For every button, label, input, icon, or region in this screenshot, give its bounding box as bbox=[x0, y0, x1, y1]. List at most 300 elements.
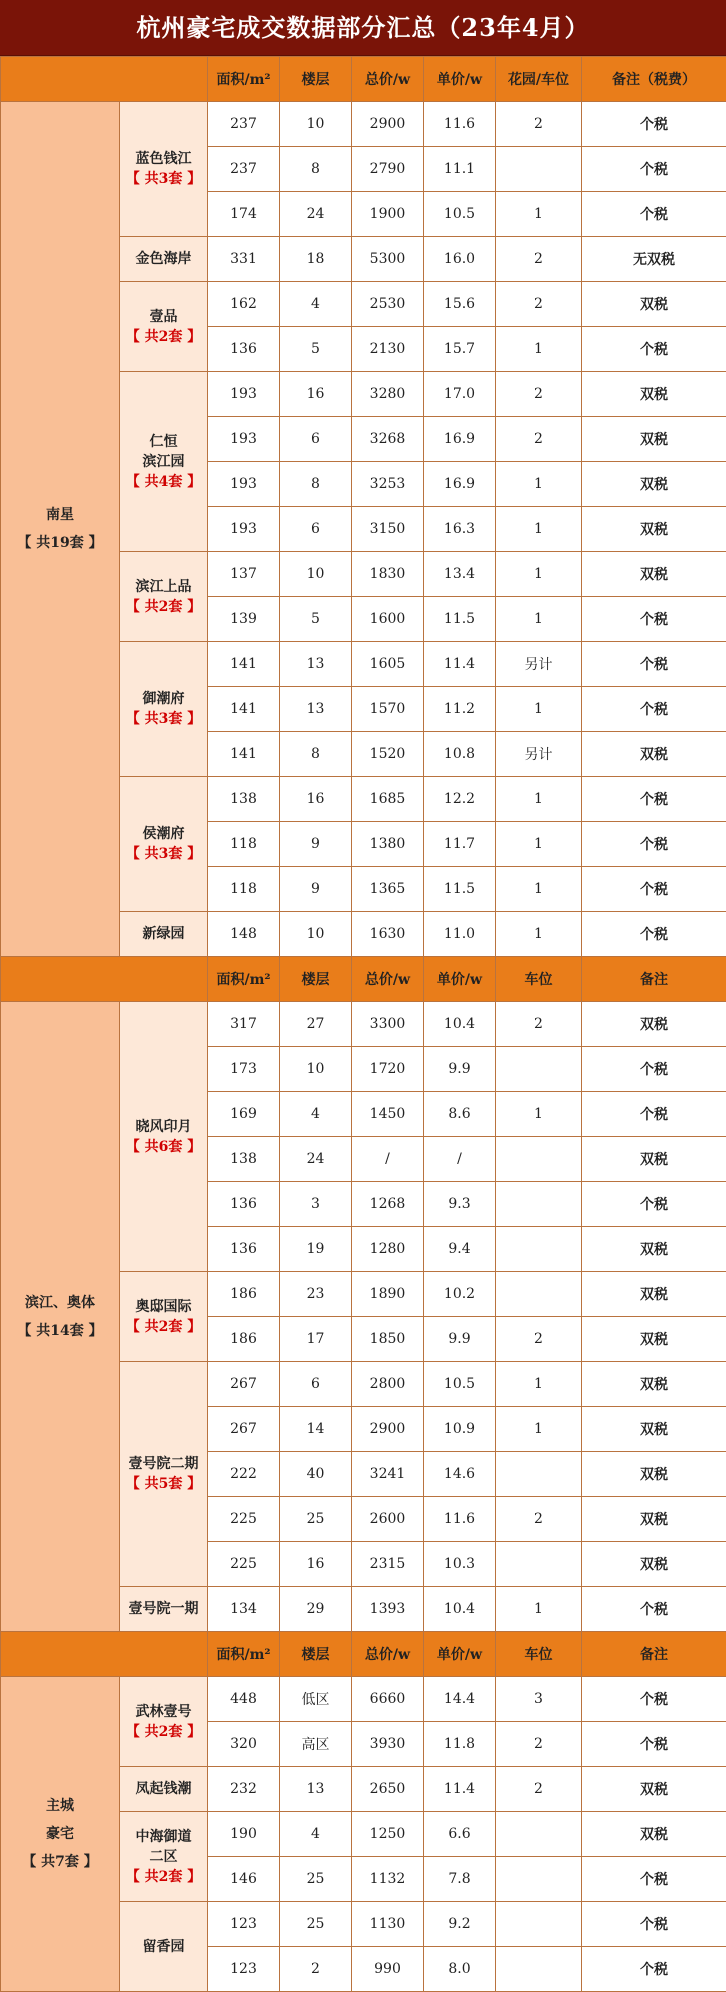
floor-cell: 25 bbox=[280, 1902, 352, 1947]
total-price-cell: 990 bbox=[352, 1947, 424, 1992]
parking-cell bbox=[496, 1812, 582, 1857]
note-cell: 双税 bbox=[582, 1317, 726, 1362]
column-header-floor: 楼层 bbox=[280, 1632, 352, 1677]
note-cell: 双税 bbox=[582, 1497, 726, 1542]
column-header-note: 备注（税费） bbox=[582, 57, 726, 102]
note-cell: 双税 bbox=[582, 462, 726, 507]
project-name: 奥邸国际 bbox=[136, 1299, 192, 1315]
area-cell: 267 bbox=[208, 1362, 280, 1407]
floor-cell: 24 bbox=[280, 192, 352, 237]
note-cell: 个税 bbox=[582, 1677, 726, 1722]
table-row bbox=[1, 102, 726, 147]
note-cell: 个税 bbox=[582, 777, 726, 822]
total-price-cell: 2650 bbox=[352, 1767, 424, 1812]
total-price-cell: 2600 bbox=[352, 1497, 424, 1542]
floor-cell: 4 bbox=[280, 1812, 352, 1857]
column-header-parking: 车位 bbox=[496, 957, 582, 1002]
total-price-cell: 3268 bbox=[352, 417, 424, 462]
unit-price-cell: 14.6 bbox=[424, 1452, 496, 1497]
unit-price-cell: 11.4 bbox=[424, 1767, 496, 1812]
parking-cell: 1 bbox=[496, 552, 582, 597]
project-name: 凤起钱潮 bbox=[136, 1781, 192, 1797]
project-count: 【 共2套 】 bbox=[126, 1319, 202, 1335]
area-cell: 190 bbox=[208, 1812, 280, 1857]
section-header-row bbox=[1, 57, 726, 102]
unit-price-cell: 12.2 bbox=[424, 777, 496, 822]
project-count: 【 共2套 】 bbox=[126, 1869, 202, 1885]
parking-cell: 1 bbox=[496, 1362, 582, 1407]
area-cell: 186 bbox=[208, 1317, 280, 1362]
note-cell: 个税 bbox=[582, 1047, 726, 1092]
region-label: 南星 bbox=[46, 507, 74, 523]
total-price-cell: 1268 bbox=[352, 1182, 424, 1227]
unit-price-cell: 15.6 bbox=[424, 282, 496, 327]
column-header-area: 面积/m² bbox=[208, 957, 280, 1002]
note-cell: 个税 bbox=[582, 822, 726, 867]
total-price-cell: 1450 bbox=[352, 1092, 424, 1137]
project-cell bbox=[120, 372, 208, 552]
note-cell: 双税 bbox=[582, 1137, 726, 1182]
total-price-cell: 2130 bbox=[352, 327, 424, 372]
total-price-cell: 1365 bbox=[352, 867, 424, 912]
area-cell: 141 bbox=[208, 687, 280, 732]
parking-cell bbox=[496, 1137, 582, 1182]
total-price-cell: 2790 bbox=[352, 147, 424, 192]
unit-price-cell: 10.4 bbox=[424, 1587, 496, 1632]
unit-price-cell: 7.8 bbox=[424, 1857, 496, 1902]
area-cell: 193 bbox=[208, 507, 280, 552]
note-cell: 个税 bbox=[582, 147, 726, 192]
project-count: 【 共2套 】 bbox=[126, 1724, 202, 1740]
note-cell: 个税 bbox=[582, 1902, 726, 1947]
unit-price-cell: 9.3 bbox=[424, 1182, 496, 1227]
floor-cell: 13 bbox=[280, 687, 352, 732]
unit-price-cell: 10.2 bbox=[424, 1272, 496, 1317]
parking-cell: 1 bbox=[496, 462, 582, 507]
floor-cell: 10 bbox=[280, 912, 352, 957]
total-price-cell: 1520 bbox=[352, 732, 424, 777]
floor-cell: 24 bbox=[280, 1137, 352, 1182]
floor-cell: 10 bbox=[280, 552, 352, 597]
floor-cell: 5 bbox=[280, 327, 352, 372]
project-count: 【 共2套 】 bbox=[126, 329, 202, 345]
total-price-cell: 3280 bbox=[352, 372, 424, 417]
unit-price-cell: 9.2 bbox=[424, 1902, 496, 1947]
total-price-cell: 1130 bbox=[352, 1902, 424, 1947]
unit-price-cell: 16.0 bbox=[424, 237, 496, 282]
total-price-cell: 3150 bbox=[352, 507, 424, 552]
note-cell: 双税 bbox=[582, 1362, 726, 1407]
region-label: 滨江、奥体 bbox=[25, 1295, 95, 1311]
area-cell: 162 bbox=[208, 282, 280, 327]
parking-cell bbox=[496, 1227, 582, 1272]
total-price-cell: 1600 bbox=[352, 597, 424, 642]
floor-cell: 13 bbox=[280, 642, 352, 687]
floor-cell: 9 bbox=[280, 867, 352, 912]
project-count: 【 共2套 】 bbox=[126, 599, 202, 615]
unit-price-cell: 10.8 bbox=[424, 732, 496, 777]
note-cell: 无双税 bbox=[582, 237, 726, 282]
unit-price-cell: 10.4 bbox=[424, 1002, 496, 1047]
unit-price-cell: 11.0 bbox=[424, 912, 496, 957]
parking-cell: 1 bbox=[496, 777, 582, 822]
region-label: 【 共19套 】 bbox=[17, 535, 102, 551]
note-cell: 个税 bbox=[582, 687, 726, 732]
unit-price-cell: 16.9 bbox=[424, 462, 496, 507]
region-label: 豪宅 bbox=[46, 1826, 74, 1842]
total-price-cell: 1570 bbox=[352, 687, 424, 732]
floor-cell: 4 bbox=[280, 282, 352, 327]
unit-price-cell: 11.5 bbox=[424, 867, 496, 912]
floor-cell: 16 bbox=[280, 777, 352, 822]
area-cell: 134 bbox=[208, 1587, 280, 1632]
parking-cell: 1 bbox=[496, 597, 582, 642]
unit-price-cell: 11.6 bbox=[424, 102, 496, 147]
parking-cell bbox=[496, 147, 582, 192]
area-cell: 331 bbox=[208, 237, 280, 282]
floor-cell: 5 bbox=[280, 597, 352, 642]
column-header-unit-price: 单价/w bbox=[424, 57, 496, 102]
project-name: 新绿园 bbox=[143, 926, 185, 942]
unit-price-cell: 6.6 bbox=[424, 1812, 496, 1857]
area-cell: 137 bbox=[208, 552, 280, 597]
project-name: 壹号院一期 bbox=[129, 1601, 199, 1617]
note-cell: 双税 bbox=[582, 552, 726, 597]
note-cell: 双税 bbox=[582, 372, 726, 417]
project-cell bbox=[120, 1677, 208, 1767]
area-cell: 118 bbox=[208, 822, 280, 867]
region-cell bbox=[1, 1677, 120, 1992]
note-cell: 个税 bbox=[582, 192, 726, 237]
project-count: 【 共3套 】 bbox=[126, 711, 202, 727]
unit-price-cell: 8.0 bbox=[424, 1947, 496, 1992]
unit-price-cell: 11.8 bbox=[424, 1722, 496, 1767]
project-cell bbox=[120, 777, 208, 912]
total-price-cell: 3253 bbox=[352, 462, 424, 507]
area-cell: 136 bbox=[208, 1227, 280, 1272]
unit-price-cell: 16.9 bbox=[424, 417, 496, 462]
header-blank bbox=[1, 57, 208, 102]
area-cell: 193 bbox=[208, 372, 280, 417]
floor-cell: 10 bbox=[280, 102, 352, 147]
unit-price-cell: 9.9 bbox=[424, 1047, 496, 1092]
project-cell bbox=[120, 1587, 208, 1632]
total-price-cell: 1890 bbox=[352, 1272, 424, 1317]
parking-cell: 另计 bbox=[496, 642, 582, 687]
total-price-cell: 3300 bbox=[352, 1002, 424, 1047]
floor-cell: 16 bbox=[280, 372, 352, 417]
note-cell: 双税 bbox=[582, 1002, 726, 1047]
project-cell bbox=[120, 1362, 208, 1587]
note-cell: 双税 bbox=[582, 417, 726, 462]
unit-price-cell: 10.5 bbox=[424, 1362, 496, 1407]
column-header-area: 面积/m² bbox=[208, 1632, 280, 1677]
project-name: 二区 bbox=[150, 1849, 178, 1865]
project-name: 壹号院二期 bbox=[129, 1456, 199, 1472]
header-blank bbox=[1, 1632, 208, 1677]
floor-cell: 8 bbox=[280, 462, 352, 507]
total-price-cell: 1900 bbox=[352, 192, 424, 237]
project-count: 【 共4套 】 bbox=[126, 474, 202, 490]
note-cell: 双税 bbox=[582, 1452, 726, 1497]
note-cell: 双税 bbox=[582, 1407, 726, 1452]
column-header-note: 备注 bbox=[582, 1632, 726, 1677]
parking-cell: 2 bbox=[496, 1497, 582, 1542]
parking-cell: 2 bbox=[496, 1767, 582, 1812]
table-row bbox=[1, 1677, 726, 1722]
floor-cell: 10 bbox=[280, 1047, 352, 1092]
total-price-cell: 2800 bbox=[352, 1362, 424, 1407]
area-cell: 232 bbox=[208, 1767, 280, 1812]
unit-price-cell: 10.5 bbox=[424, 192, 496, 237]
area-cell: 141 bbox=[208, 732, 280, 777]
area-cell: 186 bbox=[208, 1272, 280, 1317]
total-price-cell: 1250 bbox=[352, 1812, 424, 1857]
note-cell: 双税 bbox=[582, 732, 726, 777]
total-price-cell: 1393 bbox=[352, 1587, 424, 1632]
floor-cell: 23 bbox=[280, 1272, 352, 1317]
total-price-cell: 2530 bbox=[352, 282, 424, 327]
parking-cell bbox=[496, 1047, 582, 1092]
total-price-cell: 6660 bbox=[352, 1677, 424, 1722]
project-name: 壹品 bbox=[150, 309, 178, 325]
unit-price-cell: 9.4 bbox=[424, 1227, 496, 1272]
region-label: 【 共14套 】 bbox=[17, 1323, 102, 1339]
note-cell: 个税 bbox=[582, 642, 726, 687]
column-header-total-price: 总价/w bbox=[352, 1632, 424, 1677]
area-cell: 174 bbox=[208, 192, 280, 237]
note-cell: 个税 bbox=[582, 867, 726, 912]
parking-cell: 2 bbox=[496, 237, 582, 282]
unit-price-cell: 11.6 bbox=[424, 1497, 496, 1542]
project-cell bbox=[120, 1812, 208, 1902]
parking-cell: 另计 bbox=[496, 732, 582, 777]
floor-cell: 低区 bbox=[280, 1677, 352, 1722]
project-cell bbox=[120, 102, 208, 237]
note-cell: 双税 bbox=[582, 1227, 726, 1272]
page-title: 杭州豪宅成交数据部分汇总（23年4月） bbox=[0, 0, 726, 56]
total-price-cell: 2315 bbox=[352, 1542, 424, 1587]
floor-cell: 29 bbox=[280, 1587, 352, 1632]
project-cell bbox=[120, 282, 208, 372]
area-cell: 317 bbox=[208, 1002, 280, 1047]
parking-cell: 2 bbox=[496, 417, 582, 462]
area-cell: 136 bbox=[208, 327, 280, 372]
floor-cell: 6 bbox=[280, 417, 352, 462]
floor-cell: 40 bbox=[280, 1452, 352, 1497]
floor-cell: 18 bbox=[280, 237, 352, 282]
area-cell: 136 bbox=[208, 1182, 280, 1227]
floor-cell: 3 bbox=[280, 1182, 352, 1227]
area-cell: 225 bbox=[208, 1497, 280, 1542]
project-count: 【 共3套 】 bbox=[126, 846, 202, 862]
floor-cell: 19 bbox=[280, 1227, 352, 1272]
project-name: 武林壹号 bbox=[136, 1704, 192, 1720]
total-price-cell: 1380 bbox=[352, 822, 424, 867]
total-price-cell: 3930 bbox=[352, 1722, 424, 1767]
floor-cell: 25 bbox=[280, 1497, 352, 1542]
unit-price-cell: 11.1 bbox=[424, 147, 496, 192]
parking-cell: 1 bbox=[496, 822, 582, 867]
floor-cell: 16 bbox=[280, 1542, 352, 1587]
unit-price-cell: 16.3 bbox=[424, 507, 496, 552]
project-cell bbox=[120, 1002, 208, 1272]
area-cell: 237 bbox=[208, 102, 280, 147]
section-header-row bbox=[1, 957, 726, 1002]
floor-cell: 高区 bbox=[280, 1722, 352, 1767]
unit-price-cell: 14.4 bbox=[424, 1677, 496, 1722]
unit-price-cell: 10.3 bbox=[424, 1542, 496, 1587]
project-name: 蓝色钱江 bbox=[136, 151, 192, 167]
area-cell: 225 bbox=[208, 1542, 280, 1587]
column-header-unit-price: 单价/w bbox=[424, 1632, 496, 1677]
project-name: 御潮府 bbox=[143, 691, 185, 707]
floor-cell: 9 bbox=[280, 822, 352, 867]
parking-cell bbox=[496, 1902, 582, 1947]
parking-cell: 1 bbox=[496, 1407, 582, 1452]
project-count: 【 共6套 】 bbox=[126, 1139, 202, 1155]
floor-cell: 8 bbox=[280, 732, 352, 777]
table-row bbox=[1, 1002, 726, 1047]
project-cell bbox=[120, 1272, 208, 1362]
project-cell bbox=[120, 552, 208, 642]
note-cell: 个税 bbox=[582, 1947, 726, 1992]
project-name: 滨江上品 bbox=[136, 579, 192, 595]
floor-cell: 8 bbox=[280, 147, 352, 192]
parking-cell: 1 bbox=[496, 687, 582, 732]
column-header-total-price: 总价/w bbox=[352, 57, 424, 102]
project-name: 侯潮府 bbox=[143, 826, 185, 842]
project-cell bbox=[120, 1902, 208, 1992]
note-cell: 双税 bbox=[582, 282, 726, 327]
column-header-total-price: 总价/w bbox=[352, 957, 424, 1002]
note-cell: 个税 bbox=[582, 102, 726, 147]
floor-cell: 27 bbox=[280, 1002, 352, 1047]
section-header-row bbox=[1, 1632, 726, 1677]
total-price-cell: 1132 bbox=[352, 1857, 424, 1902]
column-header-parking: 车位 bbox=[496, 1632, 582, 1677]
floor-cell: 4 bbox=[280, 1092, 352, 1137]
unit-price-cell: / bbox=[424, 1137, 496, 1182]
total-price-cell: / bbox=[352, 1137, 424, 1182]
floor-cell: 25 bbox=[280, 1857, 352, 1902]
project-name: 金色海岸 bbox=[136, 251, 192, 267]
unit-price-cell: 11.7 bbox=[424, 822, 496, 867]
parking-cell: 1 bbox=[496, 327, 582, 372]
unit-price-cell: 8.6 bbox=[424, 1092, 496, 1137]
unit-price-cell: 10.9 bbox=[424, 1407, 496, 1452]
project-cell bbox=[120, 912, 208, 957]
total-price-cell: 1280 bbox=[352, 1227, 424, 1272]
column-header-floor: 楼层 bbox=[280, 57, 352, 102]
parking-cell bbox=[496, 1947, 582, 1992]
parking-cell: 1 bbox=[496, 867, 582, 912]
note-cell: 双税 bbox=[582, 1542, 726, 1587]
unit-price-cell: 11.2 bbox=[424, 687, 496, 732]
parking-cell bbox=[496, 1857, 582, 1902]
total-price-cell: 1720 bbox=[352, 1047, 424, 1092]
note-cell: 个税 bbox=[582, 1857, 726, 1902]
note-cell: 个税 bbox=[582, 327, 726, 372]
parking-cell: 2 bbox=[496, 1317, 582, 1362]
total-price-cell: 5300 bbox=[352, 237, 424, 282]
unit-price-cell: 17.0 bbox=[424, 372, 496, 417]
region-label: 【 共7套 】 bbox=[22, 1854, 98, 1870]
total-price-cell: 3241 bbox=[352, 1452, 424, 1497]
area-cell: 141 bbox=[208, 642, 280, 687]
area-cell: 193 bbox=[208, 417, 280, 462]
parking-cell bbox=[496, 1452, 582, 1497]
note-cell: 双税 bbox=[582, 1767, 726, 1812]
area-cell: 138 bbox=[208, 1137, 280, 1182]
parking-cell: 2 bbox=[496, 1002, 582, 1047]
unit-price-cell: 13.4 bbox=[424, 552, 496, 597]
total-price-cell: 1850 bbox=[352, 1317, 424, 1362]
region-cell bbox=[1, 1002, 120, 1632]
total-price-cell: 1685 bbox=[352, 777, 424, 822]
project-name: 仁恒 bbox=[150, 434, 178, 450]
floor-cell: 17 bbox=[280, 1317, 352, 1362]
area-cell: 123 bbox=[208, 1947, 280, 1992]
area-cell: 123 bbox=[208, 1902, 280, 1947]
note-cell: 双税 bbox=[582, 1272, 726, 1317]
project-count: 【 共5套 】 bbox=[126, 1476, 202, 1492]
parking-cell: 1 bbox=[496, 1092, 582, 1137]
unit-price-cell: 11.4 bbox=[424, 642, 496, 687]
parking-cell: 3 bbox=[496, 1677, 582, 1722]
area-cell: 173 bbox=[208, 1047, 280, 1092]
parking-cell: 1 bbox=[496, 1587, 582, 1632]
project-cell bbox=[120, 1767, 208, 1812]
column-header-unit-price: 单价/w bbox=[424, 957, 496, 1002]
column-header-parking: 花园/车位 bbox=[496, 57, 582, 102]
parking-cell: 2 bbox=[496, 282, 582, 327]
project-cell bbox=[120, 237, 208, 282]
area-cell: 146 bbox=[208, 1857, 280, 1902]
column-header-note: 备注 bbox=[582, 957, 726, 1002]
area-cell: 222 bbox=[208, 1452, 280, 1497]
project-name: 滨江园 bbox=[143, 454, 185, 470]
parking-cell bbox=[496, 1272, 582, 1317]
note-cell: 双税 bbox=[582, 507, 726, 552]
area-cell: 193 bbox=[208, 462, 280, 507]
parking-cell bbox=[496, 1542, 582, 1587]
header-blank bbox=[1, 957, 208, 1002]
column-header-floor: 楼层 bbox=[280, 957, 352, 1002]
area-cell: 267 bbox=[208, 1407, 280, 1452]
unit-price-cell: 9.9 bbox=[424, 1317, 496, 1362]
area-cell: 169 bbox=[208, 1092, 280, 1137]
project-count: 【 共3套 】 bbox=[126, 171, 202, 187]
column-header-area: 面积/m² bbox=[208, 57, 280, 102]
area-cell: 320 bbox=[208, 1722, 280, 1767]
total-price-cell: 1830 bbox=[352, 552, 424, 597]
note-cell: 个税 bbox=[582, 912, 726, 957]
note-cell: 个税 bbox=[582, 1092, 726, 1137]
note-cell: 个税 bbox=[582, 1587, 726, 1632]
area-cell: 448 bbox=[208, 1677, 280, 1722]
area-cell: 139 bbox=[208, 597, 280, 642]
area-cell: 148 bbox=[208, 912, 280, 957]
region-label: 主城 bbox=[46, 1798, 74, 1814]
parking-cell: 2 bbox=[496, 102, 582, 147]
note-cell: 个税 bbox=[582, 1722, 726, 1767]
project-name: 中海御道 bbox=[136, 1829, 192, 1845]
floor-cell: 6 bbox=[280, 1362, 352, 1407]
total-price-cell: 2900 bbox=[352, 102, 424, 147]
floor-cell: 2 bbox=[280, 1947, 352, 1992]
parking-cell: 1 bbox=[496, 192, 582, 237]
